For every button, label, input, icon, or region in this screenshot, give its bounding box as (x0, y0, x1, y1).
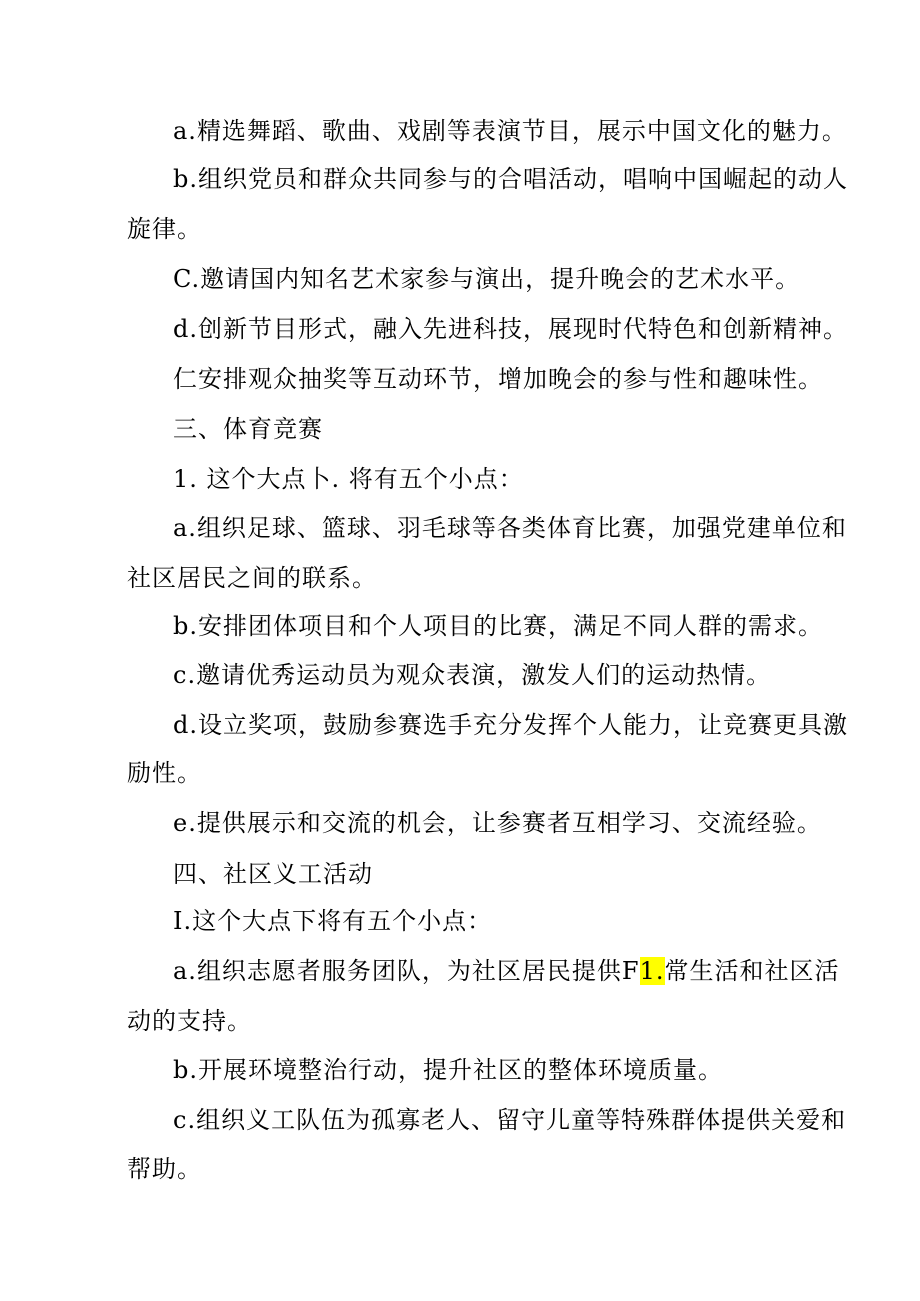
paragraph-line: 励性。 (127, 759, 202, 787)
paragraph-line: 动的支持。 (127, 1007, 252, 1035)
paragraph-line: d.创新节目形式，融入先进科技，展现时代特色和创新精神。 (173, 315, 848, 343)
paragraph-line: C.邀请国内知名艺术家参与演出，提升晚会的艺术水平。 (173, 265, 801, 293)
highlight-after: 常生活和社区活 (664, 957, 840, 985)
paragraph-line: a.组织足球、篮球、羽毛球等各类体育比赛，加强党建单位和 (173, 514, 847, 542)
paragraph-line: b.安排团体项目和个人项目的比赛，满足不同人群的需求。 (173, 612, 823, 640)
paragraph-line: 旋律。 (127, 215, 202, 243)
paragraph-line: b.组织党员和群众共同参与的合唱活动，唱响中国崛起的动人 (173, 165, 848, 193)
paragraph-line: a.精选舞蹈、歌曲、戏剧等表演节目，展示中国文化的魅力。 (173, 117, 847, 145)
paragraph-line: I.这个大点下将有五个小点： (173, 907, 493, 935)
paragraph-line: e.提供展示和交流的机会，让参赛者互相学习、交流经验。 (173, 809, 822, 837)
paragraph-line: c.组织义工队伍为孤寡老人、留守儿童等特殊群体提供关爱和 (173, 1106, 847, 1134)
paragraph-line: 仁安排观众抽奖等互动环节，增加晚会的参与性和趣味性。 (173, 365, 823, 393)
paragraph-line: 帮助。 (127, 1155, 202, 1183)
highlight-before: a.组织志愿者服务团队，为社区居民提供F (173, 957, 640, 985)
paragraph-line: 1. 这个大点卜. 将有五个小点： (173, 465, 524, 493)
section-heading: 三、体育竞赛 (173, 415, 323, 443)
paragraph-line: d.设立奖项，鼓励参赛选手充分发挥个人能力，让竞赛更具激 (173, 711, 848, 739)
section-heading: 四、社区义工活动 (173, 860, 373, 888)
paragraph-line-with-highlight (173, 955, 840, 987)
highlighted-text: 1. (639, 957, 665, 985)
paragraph-line: c.邀请优秀运动员为观众表演，激发人们的运动热情。 (173, 661, 772, 689)
paragraph-line: 社区居民之间的联系。 (127, 564, 377, 592)
paragraph-line: b.开展环境整治行动，提升社区的整体环境质量。 (173, 1056, 723, 1084)
